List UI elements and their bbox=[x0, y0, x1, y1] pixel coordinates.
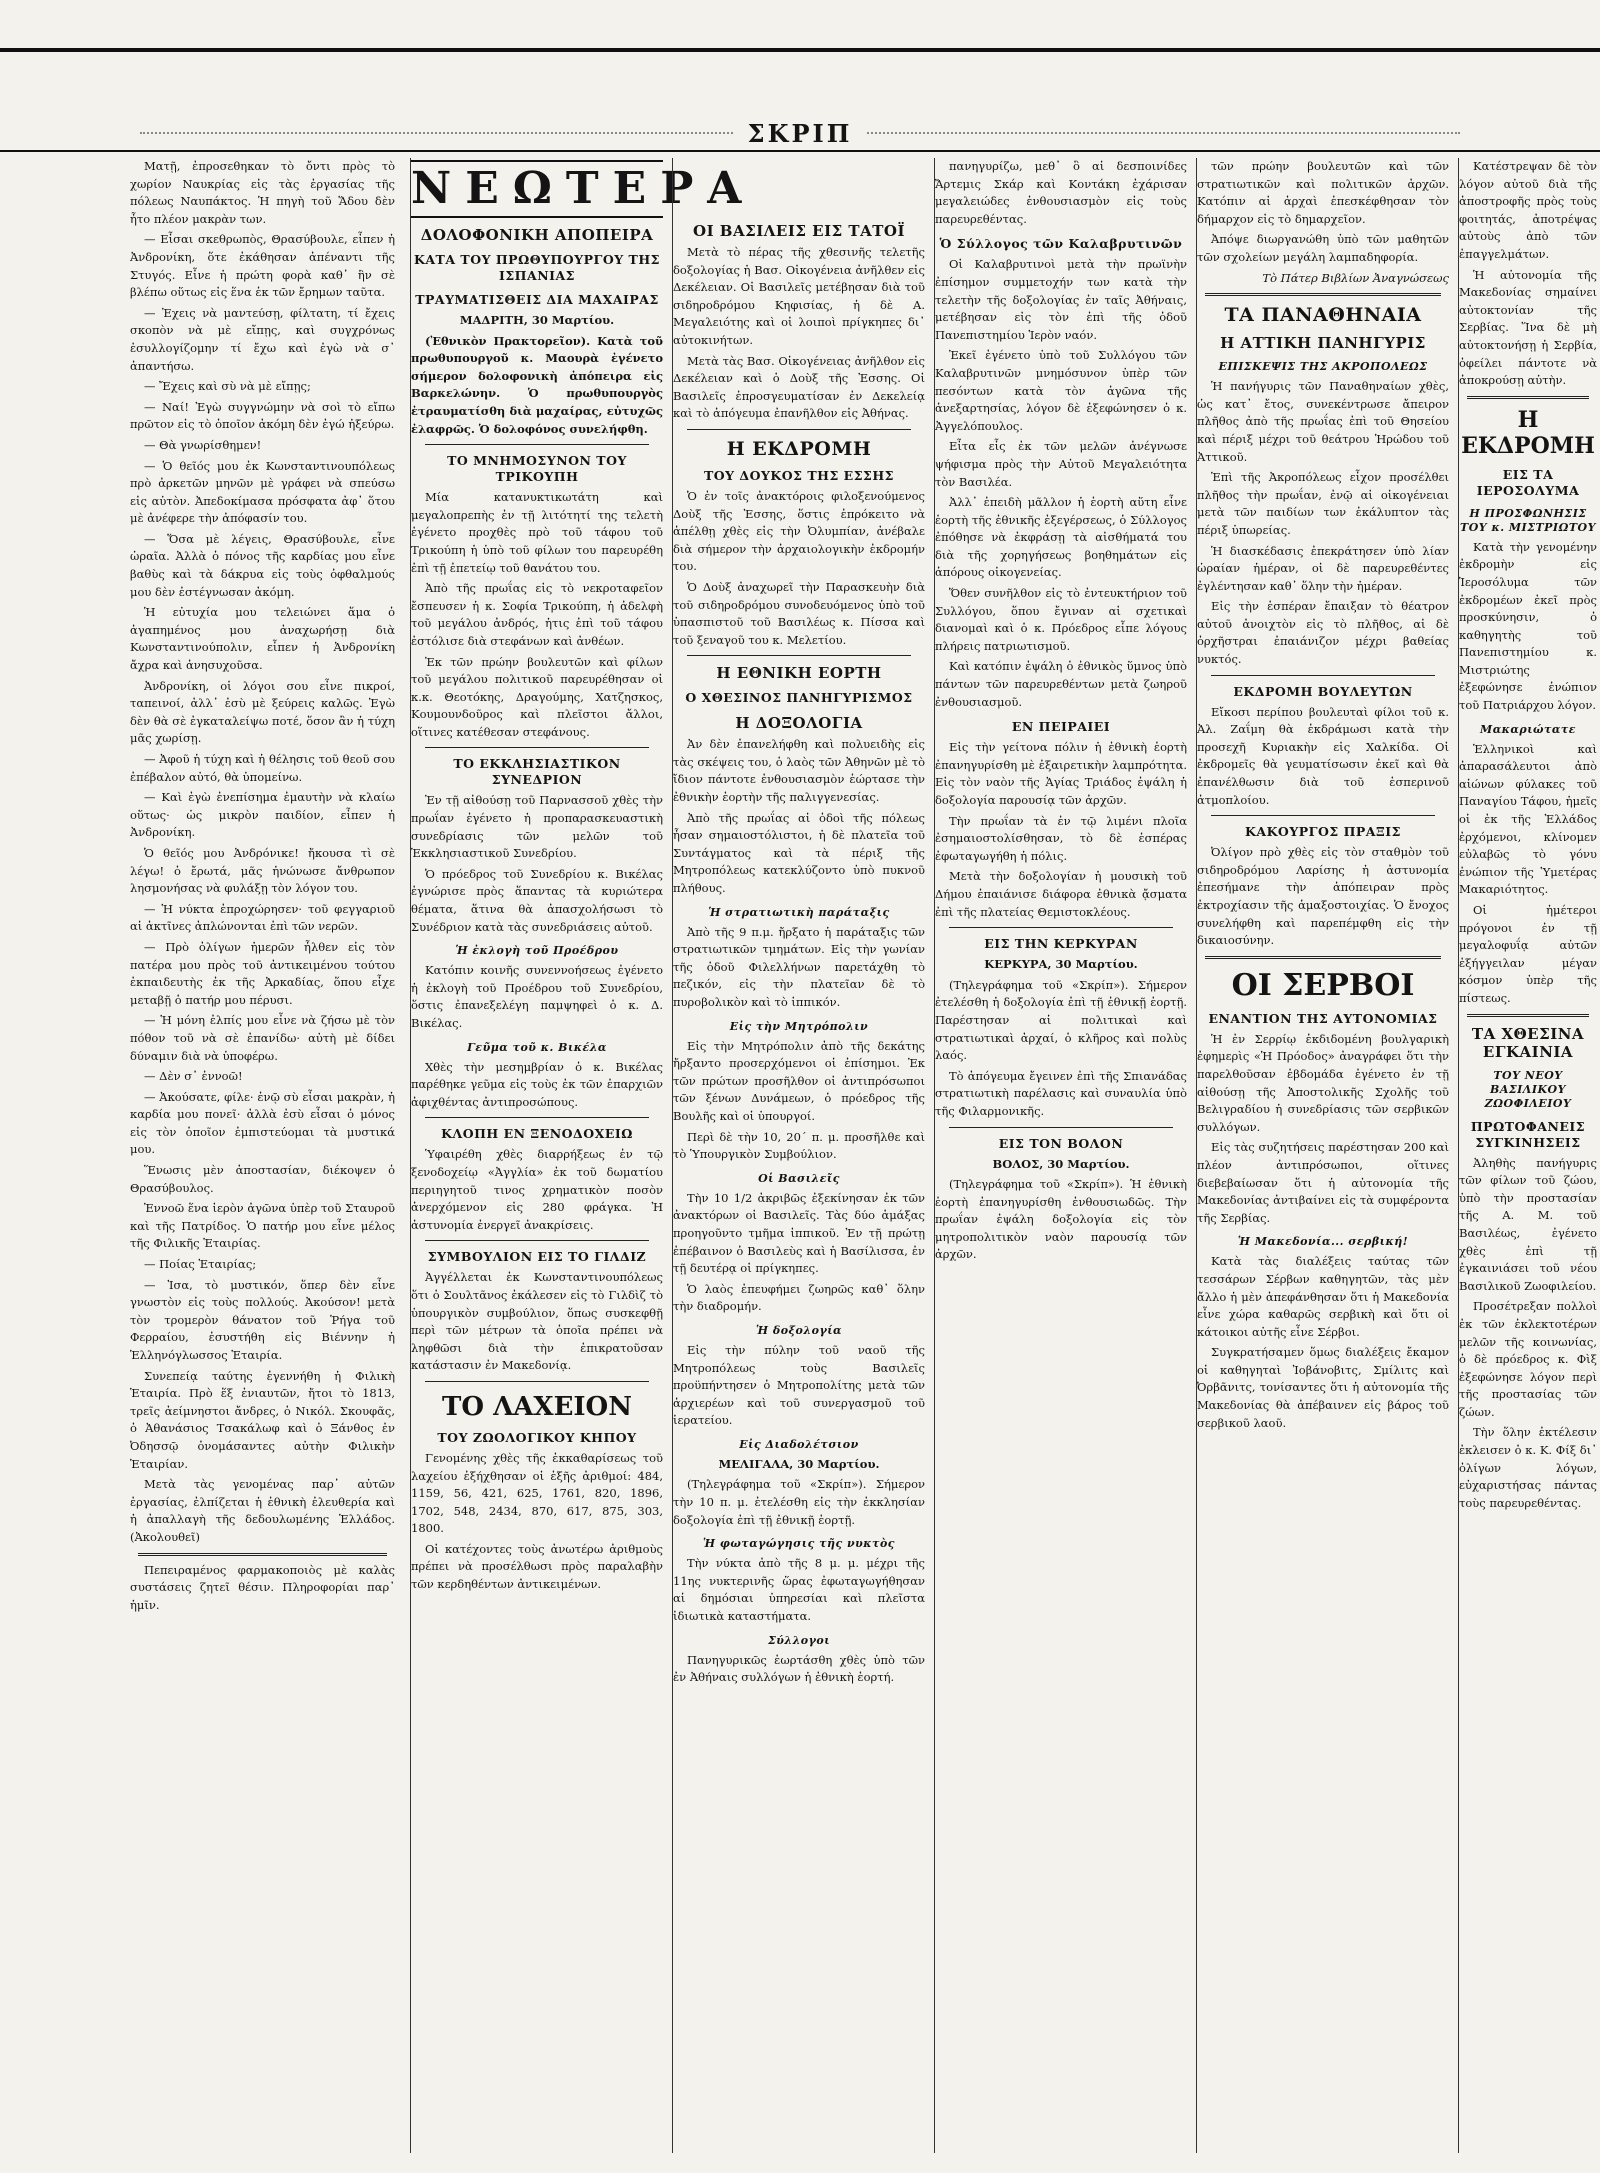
subheadline: Ἡ ἐκλογὴ τοῦ Προέδρου bbox=[455, 944, 619, 958]
story-paragraph: — Ἐχεις νὰ μαντεύσῃ, φίλτατη, τί ἔχεις σκοπὸν νὰ μὲ εἴπῃς, καὶ συγχρόνως ἐσυλλογίζομην τί ἔχω καὶ ἐγὼ νὰ σ᾽ ἀπαντήσω. bbox=[130, 305, 395, 373]
divider bbox=[425, 1240, 649, 1241]
article-paragraph: Ὁ ἐν τοῖς ἀνακτόροις φιλοξενούμενος Δοὺξ τῆς Ἐσσης, ὅστις ἐπρόκειτο νὰ ἀπέλθῃ χθὲς εἰς τὴν Ὀλυμπίαν, ἀνέβαλε διὰ σήμερον τὴν ἀρχαιολογικὴν ἐκδρομήν του. bbox=[673, 488, 925, 574]
divider bbox=[1211, 675, 1435, 676]
article-paragraph: Κατὰ τὴν γενομένην ἐκδρομὴν εἰς Ἱεροσόλυμα τῶν ἐκδρομέων ἐκεῖ πρὸς προσκύνησιν, ὁ καθηγητὴς τοῦ Πανεπιστημίου κ. Μιστριώτης ἐξεφώνησε ἐνώπιον τοῦ Πατριάρχου λόγον. bbox=[1459, 539, 1597, 713]
top-rule bbox=[0, 48, 1600, 52]
article-paragraph: Μία κατανυκτικωτάτη καὶ μεγαλοπρεπὴς ἐν τῇ λιτότητί της τελετὴ ἐγένετο προχθὲς πρὸ τοῦ τάφου τοῦ Τρικούπη ἡ ὑπὸ τοῦ φίλων του παρευρέθη ἐπὶ τῇ ἐπετείῳ τοῦ θανάτου του. bbox=[411, 490, 663, 575]
column-4-news bbox=[934, 158, 1187, 2153]
article-paragraph: Ἡ αὐτονομία τῆς Μακεδονίας σημαίνει αὐτοκτονίαν τῆς Σερβίας. Ἵνα δὲ μὴ αὐτοκτονήσῃ ἡ Σερβία, ὀφείλει πάντοτε νὰ ἀποκρούσῃ αὐτὴν. bbox=[1459, 267, 1597, 388]
article-paragraph: Εἶτα εἷς ἐκ τῶν μελῶν ἀνέγνωσε ψήφισμα πρὸς τὴν Αὐτοῦ Μεγαλειότητα τὸν Βασιλέα. bbox=[935, 439, 1187, 489]
headline: ΚΑΚΟΥΡΓΟΣ ΠΡΑΞΙΣ bbox=[1245, 824, 1401, 840]
headline-large: ΟΙ ΣΕΡΒΟΙ bbox=[1231, 967, 1415, 1003]
headline: Η ΕΘΝΙΚΗ ΕΟΡΤΗ bbox=[716, 664, 882, 683]
subheadline: Ἡ φωταγώγησις τῆς νυκτὸς bbox=[703, 1537, 895, 1551]
story-paragraph: Μετὰ τὰς γενομένας παρ᾽ αὐτῶν ἐργασίας, ἐλπίζεται ἡ ἐθνικὴ ἐλευθερία καὶ ἡ ἀπαλλαγὴ τῆς δεδουλωμένης Ἑλλάδος. (Ἀκολουθεῖ) bbox=[130, 1477, 395, 1544]
divider bbox=[425, 444, 649, 445]
article-paragraph: Εἰς τὴν ἑσπέραν ἔπαιξαν τὸ θέατρον αὐτοῦ ἀνοιχτὸν εἰς τὸ πλῆθος, αἱ δὲ ὀρχῆστραι ἐπαιάνιζον μέχρι βαθείας νυκτός. bbox=[1197, 599, 1449, 667]
story-paragraph: Ματῇ, ἐπροσεθηκαν τὸ ὄντι πρὸς τὸ χωρίον Ναυκρίας εἰς τὰς ἐργασίας τῆς πόλεως Ναυπάκτος. Ἡ πηγὴ τοῦ Ἅδου δὲν ἦτο πλέον μακρὰν των. bbox=[130, 159, 395, 226]
article-paragraph: Τὴν 10 1/2 ἀκριβῶς ἐξεκίνησαν ἐκ τῶν ἀνακτόρων οἱ Βασιλεῖς. Τὰς δύο ἁμάξας προηγοῦντο τμῆμα ἱππικοῦ. Ἐν τῇ πρώτῃ ἐπέβαινον ὁ Βασιλεὺς καὶ ἡ Βασίλισσα, ἐν τῇ δευτέρᾳ οἱ πρίγκηπες. bbox=[673, 1190, 925, 1276]
article-paragraph: Οἱ κατέχοντες τοὺς ἀνωτέρω ἀριθμοὺς πρέπει νὰ προσέλθωσι πρὸς παραλαβὴν τῶν κερδηθέντων ἀντικειμένων. bbox=[411, 1541, 663, 1592]
subheadline: Μακαριώτατε bbox=[1480, 722, 1576, 736]
headline-large: ΤΟ ΛΑΧΕΙΟΝ bbox=[442, 1391, 632, 1422]
divider bbox=[138, 1553, 387, 1556]
column-6-news bbox=[1458, 158, 1597, 2153]
article-paragraph: Ἀν δὲν ἐπανελήφθη καὶ πολυειδὴς εἰς τὰς σκέψεις του, ὁ λαὸς τῶν Ἀθηνῶν μὲ τὸ ἴδιον πάντοτε ἐνθουσιασμὸν ἑώρτασε τὴν ἐθνικὴν ἑορτὴν τῆς παλιγγενεσίας. bbox=[673, 737, 925, 805]
headline: ΤΟ ΜΝΗΜΟΣΥΝΟΝ ΤΟΥ ΤΡΙΚΟΥΠΗ bbox=[447, 453, 627, 485]
article-paragraph: Ἀληθὴς πανήγυρις τῶν φίλων τοῦ ζώου, ὑπὸ τὴν προστασίαν τῆς Α. Μ. τοῦ Βασιλέως, ἐγένετο χθὲς ἐπὶ τῇ ἐγκαινιάσει τοῦ νέου Βασιλικοῦ Ζωοφιλείου. bbox=[1459, 1155, 1597, 1293]
story-paragraph: — Πρὸ ὀλίγων ἡμερῶν ἦλθεν εἰς τὸν πατέρα μου πρὸς τοῦ ἀντικειμένου τούτου ἐκπαιδευτὴς ἐκ τῆς Ἀρκαδίας, ὅπου εἶχε μεταβῇ ὁ πατήρ μου πέρυσι. bbox=[130, 939, 395, 1007]
article-paragraph: Ἐκ τῶν πρώην βουλευτῶν καὶ φίλων τοῦ μεγάλου πολιτικοῦ παρευρέθησαν οἱ κ.κ. Θεοτόκης, Δραγούμης, Χατζησκος, Κουμουνδοῦρος καὶ πλεῖστοι ἄλλοι, οἵτινες κατέθεσαν στεφάνους. bbox=[411, 654, 663, 739]
story-paragraph: Ἕνωσις μὲν ἀποστασίαν, διέκοψεν ὁ Θρασύβουλος. bbox=[130, 1163, 395, 1195]
subheadline: ΤΡΑΥΜΑΤΙΣΘΕΙΣ ΔΙΑ ΜΑΧΑΙΡΑΣ bbox=[415, 292, 659, 307]
article-paragraph: (Τηλεγράφημα τοῦ «Σκρίπ»). Σήμερον τὴν 10 π. μ. ἐτελέσθη εἰς τὴν ἐκκλησίαν δοξολογία ἐπὶ τῇ ἐθνικῇ ἑορτῇ. bbox=[673, 1477, 925, 1527]
divider bbox=[1205, 293, 1441, 296]
article-paragraph: Κατόπιν κοινῆς συνεννοήσεως ἐγένετο ἡ ἐκλογὴ τοῦ Προέδρου τοῦ Συνεδρίου, ὅστις ἐπανεξελέγη παμψηφεὶ ὁ κ. Δ. Βικέλας. bbox=[411, 963, 663, 1030]
divider bbox=[1467, 396, 1589, 399]
article-paragraph: Τὸ ἀπόγευμα ἔγεινεν ἐπὶ τῆς Σπιανάδας στρατιωτικὴ παρέλασις καὶ συναυλία ὑπὸ τῆς Φιλαρμονικῆς. bbox=[935, 1068, 1187, 1118]
article-paragraph: Ὑφαιρέθη χθὲς διαρρήξεως ἐν τῷ ξενοδοχείῳ «Ἀγγλία» ἐκ τοῦ δωματίου περιηγητοῦ τινος χρηματικὸν ποσὸν ἀνερχόμενον εἰς 280 φράγκα. Ἡ ἀστυνομία ἐνεργεῖ ἀνακρίσεις. bbox=[411, 1147, 663, 1232]
story-paragraph: Ἀνδρονίκη, οἱ λόγοι σου εἶνε πικροί, ταπεινοί, ἀλλ᾽ ἐσὺ μὲ ξεύρεις καλῶς. Ἐγὼ δὲν θὰ σὲ ἐγκαταλείψω ποτέ, ὅσον ἂν ἡ τύχη μᾶς χωρίσῃ. bbox=[130, 678, 395, 746]
story-paragraph: — Ποίας Ἑταιρίας; bbox=[144, 1257, 257, 1272]
story-paragraph: Ὁ θεῖός μου Ἀνδρόνικε! ἤκουσα τὶ σὲ λέγω! ὁ ἔρωτά, μᾶς ἠνώνωσε ἄνθρωπον λησμονήσας νὰ φυλάξῃ τὸν λόγον του. bbox=[130, 845, 395, 896]
headline: ΕΙΣ ΤΗΝ ΚΕΡΚΥΡΑΝ bbox=[984, 936, 1138, 952]
story-paragraph: — Ὁ θεῖός μου ἐκ Κωνσταντινουπόλεως πρὸ ἀρκετῶν μηνῶν μὲ γράφει νὰ σπεύσω εἰς αὐτὸν. Ἀπεδοκίμασα πρόσφατα ἀφ᾽ ὅτου μὲ ἀνέφερε τὴν ἀπόφασίν του. bbox=[130, 458, 395, 526]
story-paragraph: — Θὰ γνωρίσθημεν! bbox=[144, 437, 262, 452]
subheadline: ΚΑΤΑ ΤΟΥ ΠΡΩΘΥΠΟΥΡΓΟΥ ΤΗΣ ΙΣΠΑΝΙΑΣ bbox=[413, 252, 661, 283]
subheadline: ΕΝΑΝΤΙΟΝ ΤΗΣ ΑΥΤΟΝΟΜΙΑΣ bbox=[1208, 1010, 1438, 1026]
story-paragraph: Ἐννοῶ ἕνα ἱερὸν ἀγῶνα ὑπὲρ τοῦ Σταυροῦ καὶ τῆς Πατρίδος. Ὁ πατήρ μου εἶνε μέλος τῆς Φιλικῆς Ἑταιρίας. bbox=[130, 1201, 395, 1251]
story-paragraph: — Ἰσα, τὸ μυστικόν, ὅπερ δὲν εἶνε γνωστὸν εἰς τοὺς πολλούς. Ἀκούσον! μετὰ τὸν τρομερὸν θάνατον τοῦ Ῥήγα τοῦ Φερραίου, ἐσυστήθη εἰς Βιέννην ἡ Ἑλληνόγλωσσος Ἑταιρία. bbox=[130, 1277, 395, 1362]
headline: ΟΙ ΒΑΣΙΛΕΙΣ ΕΙΣ ΤΑΤΟΪ bbox=[693, 222, 905, 240]
dateline: ΜΑΔΡΙΤΗ, 30 Μαρτίου. bbox=[459, 313, 615, 327]
article-paragraph: Ὁ Δοὺξ ἀναχωρεῖ τὴν Παρασκευὴν διὰ τοῦ σιδηροδρόμου συνοδευόμενος ὑπὸ τοῦ ὑπασπιστοῦ τοῦ Βασιλέως κ. Πίσσα καὶ τοῦ ξεναγοῦ του κ. Μελετίου. bbox=[673, 579, 925, 647]
article-paragraph: Ἀπὸ τῆς πρωΐας εἰς τὸ νεκροταφεῖον ἔσπευσεν ἡ κ. Σοφία Τρικούπη, ἡ ἀδελφὴ τοῦ μεγάλου ἀνδρός, ἡτις ἐπὶ τοῦ τάφου ἐστόλισε διὰ στεφάνων καὶ ἀνθέων. bbox=[411, 581, 663, 648]
subheadline: ΕΠΙΣΚΕΨΙΣ ΤΗΣ ΑΚΡΟΠΟΛΕΩΣ bbox=[1218, 360, 1428, 374]
divider bbox=[949, 927, 1173, 928]
article-paragraph: Περὶ δὲ τὴν 10, 20΄ π. μ. προσῆλθε καὶ τὸ Ὑπουργικὸν Συμβούλιον. bbox=[673, 1129, 925, 1162]
subheadline: ΕΙΣ ΤΑ ΙΕΡΟΣΟΛΥΜΑ bbox=[1476, 466, 1580, 498]
article-paragraph: Ἐν τῇ αἰθούσῃ τοῦ Παρνασσοῦ χθὲς τὴν πρωΐαν ἐγένετο ἡ προπαρασκευαστικὴ συνεδρίασις τῶν μελῶν τοῦ Ἐκκλησιαστικοῦ Συνεδρίου. bbox=[411, 793, 663, 861]
subheadline: Γεῦμα τοῦ κ. Βικέλα bbox=[467, 1040, 607, 1054]
column-3-news bbox=[672, 158, 925, 2153]
story-paragraph: — Ἡ μόνη ἐλπίς μου εἶνε νὰ ζήσω μὲ τὸν πόθον τοῦ νὰ σὲ ἐπανίδω· αὐτὴ μὲ δίδει δύναμιν διὰ νὰ ὑποφέρω. bbox=[130, 1013, 395, 1063]
headline: ΔΟΛΟΦΟΝΙΚΗ ΑΠΟΠΕΙΡΑ bbox=[420, 226, 654, 244]
headline: ΕΝ ΠΕΙΡΑΙΕΙ bbox=[1011, 719, 1111, 735]
section-banner-neotera: ΝΕΩΤΕΡΑ bbox=[411, 160, 663, 218]
article-paragraph: Ὁ λαὸς ἐπευφήμει ζωηρῶς καθ᾽ ὅλην τὴν διαδρομήν. bbox=[673, 1281, 925, 1314]
story-paragraph: — Εἶσαι σκεθρωπὸς, Θρασύβουλε, εἶπεν ἡ Ἀνδρονίκη, ὅτε ἐκάθησαν ἀπέναντι τῆς Στυγός. Εἶνε ἡ πρώτη φορὰ καθ᾽ ἣν σὲ βλέπω οὕτως εἰς ἕνα ἐκ τῶν ἔρημων ταῦτα. bbox=[130, 232, 395, 300]
subheadline: Οἱ Βασιλεῖς bbox=[758, 1171, 840, 1185]
header-rule bbox=[0, 150, 1600, 152]
headline: ΤΑ ΧΘΕΣΙΝΑ ΕΓΚΑΙΝΙΑ bbox=[1471, 1024, 1585, 1061]
story-paragraph: — Ἀφοῦ ἡ τύχη καὶ ἡ θέλησις τοῦ θεοῦ σου ἐπέβαλον αὐτό, θὰ ὑπομείνω. bbox=[130, 752, 395, 784]
article-paragraph: Ἀπὸ τῆς πρωΐας αἱ ὁδοὶ τῆς πόλεως ἦσαν σημαιοστόλιστοι, ἡ δὲ πλατεῖα τοῦ Συντάγματος καὶ τὰ πέριξ τῆς Μητροπόλεως κατεκλύζοντο ὑπὸ πυκνοῦ πλήθους. bbox=[673, 810, 925, 896]
article-paragraph: Ἡ πανήγυρις τῶν Παναθηναίων χθὲς, ὡς κατ᾽ ἔτος, συνεκέντρωσε ἄπειρον πλῆθος ἀπὸ τῆς πρωΐας ἐπὶ τοῦ Θησείου καὶ πέριξ μέχρι τοῦ θεάτρου Ἡρώδου τοῦ Ἀττικοῦ. bbox=[1197, 379, 1449, 464]
story-paragraph: — Ἡ νύκτα ἐπροχώρησεν· τοῦ φεγγαριοῦ αἱ ἀκτῖνες ἀπλώνονται ἐπὶ τῶν νερῶν. bbox=[130, 901, 395, 934]
subheadline: Ἡ στρατιωτικὴ παράταξις bbox=[708, 905, 890, 919]
subheadline: Εἰς Διαδολέτσιον bbox=[739, 1437, 859, 1451]
article-paragraph: Τὴν ὅλην ἐκτέλεσιν ἐκλεισεν ὁ κ. Κ. Φίξ δι᾽ ὀλίγων λόγων, εὐχαριστήσας πάντας τοὺς παρευρεθέντας. bbox=[1459, 1425, 1597, 1510]
divider bbox=[949, 1127, 1173, 1128]
article-paragraph: (Ἐθνικὸν Πρακτορεῖον). Κατὰ τοῦ πρωθυπουργοῦ κ. Μαουρὰ ἐγένετο σήμερον δολοφονικὴ ἀπόπειρα εἰς Βαρκελώνην. Ὁ πρωθυπουργὸς ἐτραυματίσθη διὰ μαχαίρας, εὐτυχῶς ἐλαφρῶς. Ὁ δολοφόνος συνελήφθη. bbox=[411, 333, 663, 436]
article-paragraph: Ἀγγέλλεται ἐκ Κωνσταντινουπόλεως ὅτι ὁ Σουλτᾶνος ἐκάλεσεν εἰς τὸ Γιλδὶζ τὸ ὑπουργικὸν συμβούλιον, ὅπως συσκεφθῇ περὶ τῶν μέτρων τὰ ὁποῖα πρέπει νὰ ληφθῶσι διὰ τὴν ἐπικρατοῦσαν κατάστασιν ἐν Μακεδονίᾳ. bbox=[411, 1270, 663, 1373]
article-paragraph: Προσέτρεξαν πολλοὶ ἐκ τῶν ἐκλεκτοτέρων μελῶν τῆς κοινωνίας, ὁ δὲ πρόεδρος κ. Φὶξ ἐξεφώνησε λόγον περὶ τῆς προστασίας τῶν ζώων. bbox=[1459, 1299, 1597, 1419]
signature: Τὸ Πάτερ Βιβλίων Ἀναγνώσεως bbox=[1262, 270, 1449, 285]
article-paragraph: Ἡ ἐν Σερρίῳ ἐκδιδομένη βουλγαρικὴ ἐφημερὶς «Ἡ Πρόοδος» ἀναγράφει ὅτι τὴν παρελθοῦσαν ἑβδομάδα ἐγένετο ἐν τῇ αἰθούσῃ τῆς Ἀποστολικῆς Σχολῆς τοῦ Βελιγραδίου ἡ συνεδρίασις τῶν σερβικῶν συλλόγων. bbox=[1197, 1031, 1449, 1134]
article-paragraph: Μετὰ τὴν δοξολογίαν ἡ μουσικὴ τοῦ Δήμου ἐπαιάνισε διάφορα ἐθνικὰ ᾄσματα ἐπὶ τῆς πλατείας Θεμιστοκλέους. bbox=[935, 869, 1187, 919]
article-paragraph: Χθὲς τὴν μεσημβρίαν ὁ κ. Βικέλας παρέθηκε γεῦμα εἰς τοὺς ἐκ τῶν ἐπαρχιῶν ἀφιχθέντας ἀντιπροσώπους. bbox=[411, 1059, 663, 1109]
article-paragraph: τῶν πρώην βουλευτῶν καὶ τῶν στρατιωτικῶν καὶ πολιτικῶν ἀρχῶν. Κατόπιν αἱ ἀρχαὶ ἐπεσκέφθησαν τὸν δήμαρχον εἰς τὸ δημαρχεῖον. bbox=[1197, 159, 1449, 226]
story-paragraph: — Ἔχεις καὶ σὺ νὰ μὲ εἴπῃς; bbox=[144, 379, 311, 394]
column-1-feuilleton bbox=[130, 158, 395, 2153]
article-paragraph: Μετὰ τὰς Βασ. Οἰκογένειας ἀνῆλθον εἰς Δεκέλειαν καὶ ὁ Δοὺξ τῆς Ἐσσης. Οἱ Βασιλεῖς ἐπροσγευματίσαν ἐν Δεκελείᾳ καὶ τὸ ἀπόγευμα ἐπανῆλθον εἰς Ἀθήνας. bbox=[673, 353, 925, 421]
headline: Η ΕΚΔΡΟΜΗ bbox=[726, 437, 872, 460]
article-paragraph: Καὶ κατόπιν ἐψάλη ὁ ἐθνικὸς ὕμνος ὑπὸ πάντων τῶν παρευρεθέντων μετὰ ζωηροῦ ἐνθουσιασμοῦ. bbox=[935, 659, 1187, 709]
divider bbox=[1205, 956, 1441, 959]
article-paragraph: Οἱ ἡμέτεροι πρόγονοι ἐν τῇ μεγαλοφυΐᾳ αὐτῶν ἐξήγγειλαν μέγαν κόσμον ὑπὲρ τῆς πίστεως. bbox=[1459, 903, 1597, 1005]
article-paragraph: Ἐπὶ τῆς Ἀκροπόλεως εἶχον προσέλθει πλῆθος τὴν πρωΐαν, ἐνῷ αἱ οἰκογένειαι μετὰ τῶν παιδίων των ἐκάλυπτον τὰς πέριξ ὑπωρείας. bbox=[1197, 470, 1449, 537]
masthead-title: ΣΚΡΙΠ bbox=[734, 119, 867, 148]
divider bbox=[687, 429, 911, 430]
article-paragraph: Οἱ Καλαβρυτινοὶ μετὰ τὴν πρωϊνὴν ἐπίσημον συμμετοχήν των κατὰ τὴν τελετὴν τῆς δοξολογίας ἐν ταῖς Ἀθήναις, μετέβησαν εἰς τὸν ἐπὶ τῆς ὁδοῦ Πανεπιστημίου Ἱερὸν ναόν. bbox=[935, 257, 1187, 342]
headline: ΣΥΜΒΟΥΛΙΟΝ ΕΙΣ ΤΟ ΓΙΛΔΙΖ bbox=[427, 1249, 647, 1265]
page-header bbox=[0, 120, 1600, 146]
story-paragraph: — Δὲν σ᾽ ἐννοῶ! bbox=[144, 1069, 243, 1084]
article-paragraph: (Τηλεγράφημα τοῦ «Σκρίπ»). Ἡ ἐθνικὴ ἑορτὴ ἐπανηγυρίσθη ἐνθουσιωδῶς. Τὴν πρωΐαν ἐψάλη δοξολογία εἰς τὸν μητροπολιτικὸν ναὸν παρουσίᾳ τῶν ἀρχῶν. bbox=[935, 1177, 1187, 1262]
subheadline: Η ΑΤΤΙΚΗ ΠΑΝΗΓΥΡΙΣ bbox=[1220, 334, 1426, 353]
subheadline: ΤΟΥ ΔΟΥΚΟΣ ΤΗΣ ΕΣΣΗΣ bbox=[703, 467, 895, 483]
article-paragraph: Ἀπόψε διωργανώθη ὑπὸ τῶν μαθητῶν τῶν σχολείων μεγάλη λαμπαδηφορία. bbox=[1197, 232, 1449, 264]
column-2-news bbox=[410, 158, 756, 2153]
article-paragraph: Τὴν νύκτα ἀπὸ τῆς 8 μ. μ. μέχρι τῆς 11ης νυκτερινῆς ὥρας ἐφωταγωγήθησαν αἱ δημόσιαι ὑπηρεσίαι καὶ πλεῖστα ἰδιωτικὰ καταστήματα. bbox=[673, 1556, 925, 1624]
article-paragraph: Κατὰ τὰς διαλέξεις ταύτας τῶν τεσσάρων Σέρβων καθηγητῶν, τὰς μὲν ἄλλο ἡ μὲν ἀπεφάνθησαν ὅτι ἡ Μακεδονία εἶνε χώρα καθαρῶς σερβικὴ καὶ ὅτι οἱ κάτοικοι αὐτῆς εἶνε Σέρβοι. bbox=[1197, 1254, 1449, 1339]
story-paragraph: — Ὅσα μὲ λέγεις, Θρασύβουλε, εἶνε ὡραῖα. Ἀλλὰ ὁ πόνος τῆς καρδίας μου εἶνε βαθὺς καὶ τὰ δάκρυα εἰς τοὺς ὀφθαλμούς μου δὲν ἐστέγνωσαν ἀκόμη. bbox=[130, 531, 395, 599]
subheadline: ΠΡΩΤΟΦΑΝΕΙΣ ΣΥΓΚΙΝΗΣΕΙΣ bbox=[1470, 1118, 1586, 1150]
article-paragraph: πανηγυρίζω, μεθ᾽ ὃ αἱ δεσποινίδες Ἄρτεμις Σκάρ καὶ Κοντάκη ἐχάρισαν μεγαλειώδες ἐνθουσιασμὸν εἰς τοὺς παρευρεθέντας. bbox=[935, 159, 1187, 226]
subheadline: ΤΟΥ ΝΕΟΥ ΒΑΣΙΛΙΚΟΥ ΖΩΟΦΙΛΕΙΟΥ bbox=[1484, 1068, 1572, 1110]
divider bbox=[687, 655, 911, 656]
story-paragraph: — Ἀκούσατε, φίλε· ἐνῷ σὺ εἶσαι μακρὰν, ἡ καρδία μου πονεῖ· ἀλλὰ ἐσὺ εἶσαι ὁ μόνος εἰς τὸν ὁποῖον ἐμπιστεύομαι τὰ μυστικά μου. bbox=[130, 1089, 395, 1157]
article-paragraph: Εἰς τὴν Μητρόπολιν ἀπὸ τῆς δεκάτης ἤρξαντο προσερχόμενοι οἱ ἐπίσημοι. Ἐκ τῶν πρώτων προσῆλθον οἱ ἀντιπρόσωποι τῶν ξένων Δυνάμεων, ὁ πρόεδρος τῆς Βουλῆς καὶ οἱ ὑπουργοί. bbox=[673, 1038, 925, 1123]
divider bbox=[1467, 1014, 1589, 1017]
article-paragraph: Ὀλίγον πρὸ χθὲς εἰς τὸν σταθμὸν τοῦ σιδηροδρόμου Λαρίσης ἡ ἀστυνομία ἐπεσήμανε τὴν ἀπόπειραν πρὸς ἐκτροχίασιν τῆς ἁμαξοστοιχίας. Ὁ ἔνοχος συνελήφθη καὶ παρεπέμφθη εἰς τὴν δικαιοσύνην. bbox=[1197, 845, 1449, 948]
article-paragraph: Μετὰ τὸ πέρας τῆς χθεσινῆς τελετῆς δοξολογίας ἡ Βασ. Οἰκογένεια ἀνῆλθεν εἰς Δεκέλειαν. Οἱ Βασιλεῖς μετέβησαν διὰ τοῦ σιδηροδρόμου Κηφισίας, ἡ δὲ Α. Μεγαλειότης καὶ οἱ λοιποὶ πρίγκηπες δι᾽ αὐτοκινήτων. bbox=[673, 245, 925, 347]
subheadline: Η ΔΟΞΟΛΟΓΙΑ bbox=[735, 714, 863, 733]
story-paragraph: Ἡ εὐτυχία μου τελειώνει ἅμα ὁ ἀγαπημένος μου ἀναχωρήσῃ διὰ Κωνσταντινούπολιν, εἶπεν ἡ Ἀνδρονίκη ἄχρα καὶ ἀνησυχοῦσα. bbox=[130, 605, 395, 673]
article-paragraph: Ἑλληνικοὶ καὶ ἀπαρασάλευτοι ἀπὸ αἰώνων φύλακες τοῦ Παναγίου Τάφου, ἡμεῖς οἱ ἐκ τῆς Ἑλλάδος ἐρχόμενοι, κλίνομεν εὐλαβῶς τὸ γόνυ ἐνώπιον τῆς Ὑμετέρας Μακαριότητος. bbox=[1459, 741, 1597, 897]
headline: ΤΑ ΠΑΝΑΘΗΝΑΙΑ bbox=[1224, 304, 1422, 327]
article-paragraph: Ἐκεῖ ἐγένετο ὑπὸ τοῦ Συλλόγου τῶν Καλαβρυτινῶν μνημόσυνον ὑπὲρ τῶν πεσόντων κατὰ τὸν ἀγῶνα τῆς ἀνεξαρτησίας, λόγον δὲ ἐξεφώνησεν ὁ κ. Ἀγγελόπουλος. bbox=[935, 348, 1187, 433]
article-paragraph: Ἀπὸ τῆς 9 π.μ. ἤρξατο ἡ παράταξις τῶν στρατιωτικῶν τμημάτων. Εἰς τὴν γωνίαν τῆς ὁδοῦ Φιλελλήνων παρετάχθη τὸ πεζικόν, εἰς τὴν πλατεῖαν δὲ τὸ πυροβολικὸν καὶ τὸ ἱππικόν. bbox=[673, 924, 925, 1009]
subheadline: Σύλλογοι bbox=[767, 1633, 831, 1647]
article-paragraph: Συγκρατήσαμεν ὅμως διαλέξεις ἔκαμον οἱ καθηγηταὶ Ἰοβάνοβιτς, Σμίλιτς καὶ Ὀρβᾶνιτς, τονίσαντες ὅτι ἡ αὐτονομία τῆς Μακεδονίας θὰ ἀπέβαινεν εἰς βάρος τοῦ σερβικοῦ λαοῦ. bbox=[1197, 1345, 1449, 1430]
story-paragraph: Συνεπείᾳ ταύτης ἐγεννήθη ἡ Φιλικὴ Ἑταιρία. Πρὸ ἕξ ἐνιαυτῶν, ἤτοι τὸ 1813, τρεῖς ἀείμνηστοι ἄνδρες, ὁ Νικόλ. Σκουφᾶς, ὁ Ἀθανάσιος Τσακάλωφ καὶ ὁ Ξάνθος ἐν Ὀδησσῷ ὀνομάσαντες αὐτὴν Φιλικὴν Ἑταιρίαν. bbox=[130, 1368, 395, 1471]
headline: ΕΙΣ ΤΟΝ ΒΟΛΟΝ bbox=[998, 1135, 1124, 1151]
divider bbox=[425, 1381, 649, 1382]
article-paragraph: Ἀλλ᾽ ἐπειδὴ μᾶλλον ἡ ἑορτὴ αὕτη εἶνε ἑορτὴ τῆς ἐθνικῆς ἐξεγέρσεως, ὁ Σύλλογος ἐπόθησε νὰ ἐκφράσῃ τὰ αἰσθήματά του διὰ τῆς χορηγήσεως βοηθημάτων εἰς ἀπόρους οἰκογενείας. bbox=[935, 495, 1187, 580]
subheadline: Ο ΧΘΕΣΙΝΟΣ ΠΑΝΗΓΥΡΙΣΜΟΣ bbox=[685, 690, 913, 706]
article-paragraph: Εἰς τὴν πύλην τοῦ ναοῦ τῆς Μητροπόλεως τοὺς Βασιλεῖς προϋπήντησεν ὁ Μητροπολίτης μετὰ τῶν ἀρχιερέων καὶ τοῦ συνεργασμοῦ τοῦ ἱερατείου. bbox=[673, 1342, 925, 1428]
article-paragraph: Ὁ πρόεδρος τοῦ Συνεδρίου κ. Βικέλας ἐγνώρισε πρὸς ἅπαντας τὰ κυριώτερα θέματα, ἅτινα θὰ ἀπασχολήσωσι τὸ Συνέδριον κατὰ τὰς συνεδριάσεις αὐτοῦ. bbox=[411, 866, 663, 934]
article-paragraph: Πανηγυρικῶς ἑωρτάσθη χθὲς ὑπὸ τῶν ἐν Ἀθήναις συλλόγων ἡ ἐθνικὴ ἑορτή. bbox=[673, 1652, 925, 1685]
dateline: ΒΟΛΟΣ, 30 Μαρτίου. bbox=[992, 1156, 1130, 1171]
divider bbox=[425, 1117, 649, 1118]
article-paragraph: Εἴκοσι περίπου βουλευταὶ φίλοι τοῦ κ. Ἀλ. Ζαΐμη θὰ ἐκδράμωσι κατὰ τὴν προσεχῆ Κυριακὴν εἰς Χαλκίδα. Οἱ ἐκδρομεῖς θὰ γευματίσωσιν ἐκεῖ καὶ θὰ ἐπανέλθωσιν διὰ τοῦ ἑσπερινοῦ ἀτμοπλοίου. bbox=[1197, 704, 1449, 807]
story-paragraph: — Ναί! Ἐγὼ συγγνώμην νὰ σοὶ τὸ εἴπω πρῶτον εἰς τὸ ὁποῖον ἀκόμη δὲν ἐγώ ἠξεύρω. bbox=[130, 399, 395, 432]
article-paragraph: Εἰς τὰς συζητήσεις παρέστησαν 200 καὶ πλέον ἀντιπρόσωποι, οἵτινες διεβεβαίωσαν ὅτι ἡ αὐτονομία τῆς Μακεδονίας ἀντιβαίνει εἰς τὰ συμφέροντα τῆς Σερβίας. bbox=[1197, 1140, 1449, 1225]
divider bbox=[425, 747, 649, 748]
subheadline: ΤΟΥ ΖΩΟΛΟΓΙΚΟΥ ΚΗΠΟΥ bbox=[437, 1429, 637, 1445]
dateline: ΚΕΡΚΥΡΑ, 30 Μαρτίου. bbox=[984, 957, 1138, 972]
subheadline: Εἰς τὴν Μητρόπολιν bbox=[729, 1019, 869, 1033]
headline-large: Η ΕΚΔΡΟΜΗ bbox=[1461, 406, 1595, 459]
headline: ΚΛΟΠΗ ΕΝ ΞΕΝΟΔΟΧΕΙΩ bbox=[441, 1126, 633, 1142]
article-paragraph: Κατέστρεψαν δὲ τὸν λόγον αὐτοῦ διὰ τῆς ἀποστροφῆς πρὸς τοὺς φοιτητάς, ἀποτρέψας αὐτοὺς ἀπὸ τῶν ἐπαγγελμάτων. bbox=[1459, 159, 1597, 261]
article-paragraph: (Τηλεγράφημα τοῦ «Σκρίπ»). Σήμερον ἐτελέσθη ἡ δοξολογία ἐπὶ τῇ ἐθνικῇ ἑορτῇ. Παρέστησαν αἱ πολιτικαὶ καὶ στρατιωτικαὶ ἀρχαί, ὁ κλῆρος καὶ πολὺς λαός. bbox=[935, 977, 1187, 1063]
headline: ΤΟ ΕΚΚΛΗΣΙΑΣΤΙΚΟΝ ΣΥΝΕΔΡΙΟΝ bbox=[453, 756, 621, 788]
dateline: ΜΕΛΙΓΑΛΑ, 30 Μαρτίου. bbox=[718, 1456, 880, 1471]
classified-notice: Πεπειραμένος φαρμακοποιὸς μὲ καλὰς συστάσεις ζητεῖ θέσιν. Πληροφορίαι παρ᾽ ἡμῖν. bbox=[130, 1562, 395, 1612]
article-paragraph: Τὴν πρωΐαν τὰ ἐν τῷ λιμένι πλοῖα ἐσημαιοστολίσθησαν, τὸ δὲ ἑσπέρας ἐφωταγωγήθη ἡ πόλις. bbox=[935, 813, 1187, 863]
headline: ΕΚΔΡΟΜΗ ΒΟΥΛΕΥΤΩΝ bbox=[1233, 683, 1413, 699]
story-paragraph: — Καὶ ἐγὼ ἐνεπίσημα ἐμαυτὴν νὰ κλαίω οὕτως· ὡς μικρὸν παιδίον, εἶπεν ἡ Ἀνδρονίκη. bbox=[130, 790, 395, 840]
divider bbox=[1211, 815, 1435, 816]
subheadline: Ὁ Σύλλογος τῶν Καλαβρυτινῶν bbox=[939, 236, 1183, 252]
article-paragraph: Ἡ διασκέδασις ἐπεκράτησεν ὑπὸ λίαν ὡραίαν ἡμέραν, οἱ δὲ παρευρεθέντες ἐγλέντησαν καθ᾽ ὅλην τὴν ἡμέραν. bbox=[1197, 543, 1449, 593]
article-paragraph: Ὅθεν συνῆλθον εἰς τὸ ἐντευκτήριον τοῦ Συλλόγου, ὅπου ἔγιναν αἱ σχετικαὶ διανομαὶ καὶ ὁ κ. Πρόεδρος εἶπε λόγους πλήρεις πατριωτισμοῦ. bbox=[935, 586, 1187, 653]
subheadline: Ἡ δοξολογία bbox=[756, 1323, 842, 1337]
column-5-news bbox=[1196, 158, 1449, 2153]
article-paragraph: Γενομένης χθὲς τῆς ἐκκαθαρίσεως τοῦ λαχείου ἐξήχθησαν οἱ ἑξῆς ἀριθμοί: 484, 1159, 56, 421, 625, 1761, 820, 1896, 1702, 548, 2434, 870, 617, 875, 303, 1800. bbox=[411, 1450, 663, 1536]
subheadline: Η ΠΡΟΣΦΩΝΗΣΙΣ ΤΟΥ κ. ΜΙΣΤΡΙΩΤΟΥ bbox=[1460, 506, 1596, 534]
subheadline: Ἡ Μακεδονία... σερβική! bbox=[1237, 1235, 1409, 1249]
article-paragraph: Εἰς τὴν γείτονα πόλιν ἡ ἐθνικὴ ἑορτὴ ἐπανηγυρίσθη μὲ ἐξαιρετικὴν λαμπρότητα. Εἰς τὸν ναὸν τῆς Ἁγίας Τριάδος ἐψάλη ἡ δοξολογία παρουσίᾳ τῶν ἀρχῶν. bbox=[935, 740, 1187, 807]
